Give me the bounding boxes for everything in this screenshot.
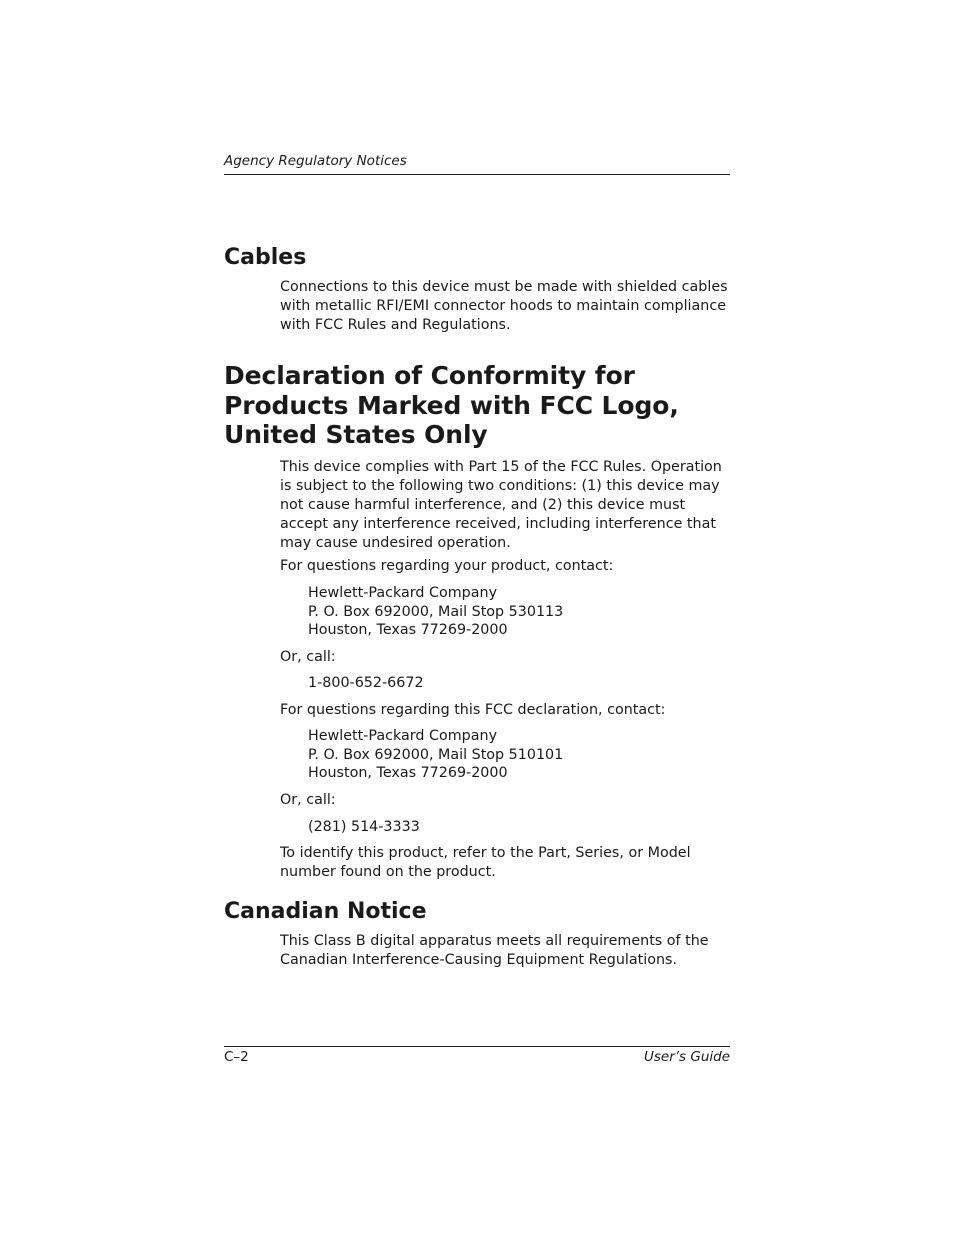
cables-body: Connections to this device must be made with shielded cables with metallic RFI/EMI connector hoods to maintain compliance with FCC Rules and Regulations. xyxy=(280,279,728,333)
cables-heading: Cables xyxy=(224,245,307,270)
address-line: Houston, Texas 77269-2000 xyxy=(308,622,508,638)
guide-title: User’s Guide xyxy=(643,1049,730,1065)
address-line: Hewlett-Packard Company xyxy=(308,728,498,744)
running-header-title: Agency Regulatory Notices xyxy=(224,153,407,169)
product-contact-address xyxy=(308,584,728,640)
declaration-heading-line-3: United States Only xyxy=(224,420,488,449)
declaration-heading xyxy=(224,361,679,450)
or-call-text: Or, call: xyxy=(280,649,336,665)
declaration-heading-line-1: Declaration of Conformity for xyxy=(224,361,635,390)
declaration-intro: This device complies with Part 15 of the FCC Rules. Operation is subject to the following two conditions: (1) this device may not cause harmful interference, and (2) this device must accept any interference received, including interference that may cause undesired operation. xyxy=(280,459,722,551)
product-phone-number: 1-800-652-6672 xyxy=(308,675,424,691)
address-line: Houston, Texas 77269-2000 xyxy=(308,765,508,781)
fcc-questions-text: For questions regarding this FCC declaration, contact: xyxy=(280,702,666,718)
fcc-phone-number: (281) 514-3333 xyxy=(308,819,420,835)
declaration-heading-line-2: Products Marked with FCC Logo, xyxy=(224,390,679,420)
canadian-notice-body: This Class B digital apparatus meets all requirements of the Canadian Interference-Causing Equipment Regulations. xyxy=(280,933,709,968)
document-page xyxy=(224,0,730,1235)
or-call-text: Or, call: xyxy=(280,792,336,808)
product-questions-text: For questions regarding your product, contact: xyxy=(280,558,614,574)
fcc-contact-address xyxy=(308,727,728,783)
address-line: P. O. Box 692000, Mail Stop 530113 xyxy=(308,603,564,620)
canadian-notice-heading: Canadian Notice xyxy=(224,899,427,924)
running-footer xyxy=(224,1046,730,1065)
page-number: C–2 xyxy=(224,1049,249,1065)
address-line: Hewlett-Packard Company xyxy=(308,585,498,601)
identify-product-text: To identify this product, refer to the Part, Series, or Model number found on the product. xyxy=(280,845,691,880)
address-line: P. O. Box 692000, Mail Stop 510101 xyxy=(308,746,564,763)
running-header xyxy=(224,151,730,175)
